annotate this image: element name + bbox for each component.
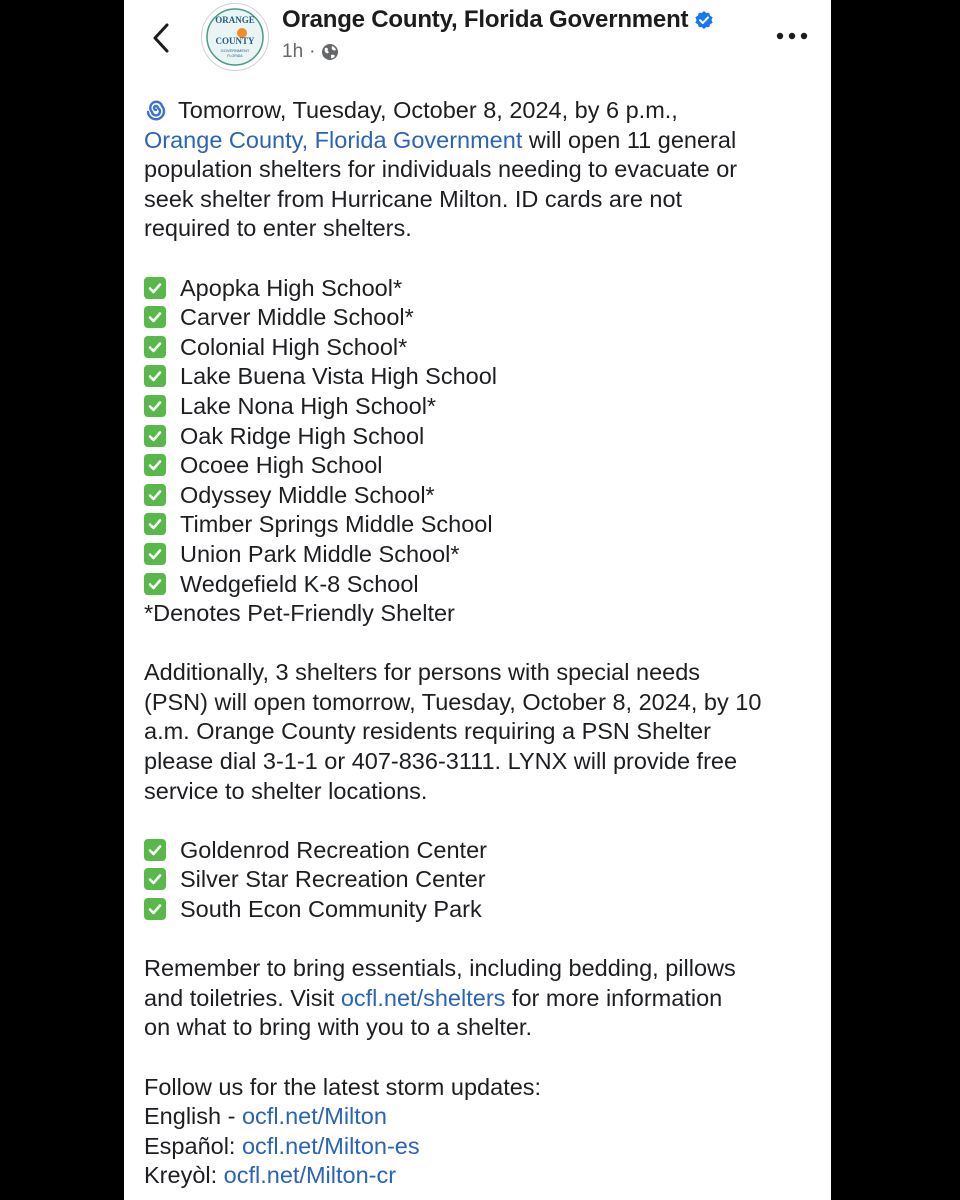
check-mark-icon: [144, 306, 166, 328]
shelter-name: Ocoee High School: [180, 452, 383, 479]
milton-english-link[interactable]: ocfl.net/Milton: [241, 1103, 387, 1130]
check-mark-icon: [144, 898, 166, 920]
check-mark-icon: [144, 454, 166, 476]
remember-text: for more information: [505, 984, 723, 1011]
shelter-name: Odyssey Middle School*: [180, 481, 435, 508]
check-mark-icon: [144, 277, 166, 299]
follow-label: Español:: [144, 1132, 242, 1159]
more-horizontal-icon: [776, 32, 808, 40]
check-mark-icon: [144, 425, 166, 447]
svg-text:GOVERNMENT: GOVERNMENT: [220, 48, 250, 53]
check-mark-icon: [144, 484, 166, 506]
shelter-list-item: [144, 274, 824, 304]
svg-text:ORANGE: ORANGE: [215, 15, 255, 25]
page-name-text[interactable]: Orange County, Florida Government: [282, 6, 689, 33]
post-meta: [282, 41, 339, 63]
shelter-list-item: [144, 895, 824, 925]
shelter-name: Oak Ridge High School: [180, 422, 425, 449]
intro-line-2: [144, 126, 824, 156]
post-card: [124, 0, 831, 1200]
follow-heading: Follow us for the latest storm updates:: [144, 1073, 542, 1100]
svg-text:COUNTY: COUNTY: [215, 36, 255, 46]
intro-line-4: seek shelter from Hurricane Milton. ID cards are not: [144, 185, 683, 212]
remember-line-2: [144, 984, 824, 1014]
page-avatar[interactable]: [201, 3, 269, 71]
svg-text:FLORIDA: FLORIDA: [227, 54, 243, 58]
shelter-name: Silver Star Recreation Center: [180, 866, 486, 893]
chevron-left-icon: [152, 22, 170, 54]
back-button[interactable]: [146, 18, 176, 58]
shelter-name: Union Park Middle School*: [180, 540, 460, 567]
shelter-list-item: [144, 422, 824, 452]
globe-icon: [321, 43, 339, 61]
psn-line-5: service to shelter locations.: [144, 777, 428, 804]
shelter-list-item: [144, 392, 824, 422]
intro-line-5: required to enter shelters.: [144, 215, 412, 242]
shelter-list-item: [144, 451, 824, 481]
page-mention-link[interactable]: Orange County, Florida Government: [144, 126, 523, 153]
follow-spanish: [144, 1132, 824, 1162]
psn-line-1: Additionally, 3 shelters for persons with special needs: [144, 659, 701, 686]
check-mark-icon: [144, 513, 166, 535]
shelter-name: South Econ Community Park: [180, 896, 482, 923]
milton-creole-link[interactable]: ocfl.net/Milton-cr: [223, 1162, 397, 1189]
pet-friendly-note: *Denotes Pet-Friendly Shelter: [144, 600, 455, 627]
check-mark-icon: [144, 395, 166, 417]
intro-line-3: population shelters for individuals needing to evacuate or: [144, 156, 738, 183]
page-name[interactable]: [282, 6, 714, 34]
shelter-name: Apopka High School*: [180, 274, 403, 301]
shelter-name: Wedgefield K-8 School: [180, 570, 419, 597]
remember-line-3: on what to bring with you to a shelter.: [144, 1014, 532, 1041]
more-options-button[interactable]: [774, 24, 810, 48]
shelter-list-item: [144, 362, 824, 392]
check-mark-icon: [144, 543, 166, 565]
meta-separator: ·: [309, 41, 316, 62]
follow-label: Kreyòl:: [144, 1162, 224, 1189]
verified-badge-icon: [694, 10, 714, 30]
general-shelter-list: [144, 274, 824, 600]
shelter-list-item: [144, 865, 824, 895]
follow-english: [144, 1102, 824, 1132]
follow-creole: [144, 1161, 824, 1191]
shelter-list-item: [144, 481, 824, 511]
post-time[interactable]: 1h: [282, 41, 304, 62]
shelter-name: Carver Middle School*: [180, 304, 414, 331]
shelter-name: Colonial High School*: [180, 333, 408, 360]
milton-spanish-link[interactable]: ocfl.net/Milton-es: [241, 1132, 420, 1159]
intro-line-1: [144, 96, 824, 126]
shelter-list-item: [144, 540, 824, 570]
shelter-list-item: [144, 836, 824, 866]
psn-shelter-list: [144, 836, 824, 925]
check-mark-icon: [144, 573, 166, 595]
psn-line-3: a.m. Orange County residents requiring a PSN Shelter: [144, 718, 711, 745]
remember-text: and toiletries. Visit: [144, 984, 341, 1011]
shelter-list-item: [144, 510, 824, 540]
follow-label: English -: [144, 1103, 242, 1130]
check-mark-icon: [144, 365, 166, 387]
remember-line-1: Remember to bring essentials, including bedding, pillows: [144, 955, 736, 982]
check-mark-icon: [144, 839, 166, 861]
check-mark-icon: [144, 868, 166, 890]
shelter-list-item: [144, 303, 824, 333]
psn-line-4: please dial 3-1-1 or 407-836-3111. LYNX will provide free: [144, 748, 738, 775]
shelter-list-item: [144, 333, 824, 363]
shelter-list-item: [144, 570, 824, 600]
cyclone-icon: [144, 98, 168, 122]
check-mark-icon: [144, 336, 166, 358]
shelter-name: Goldenrod Recreation Center: [180, 836, 487, 863]
intro-text: Tomorrow, Tuesday, October 8, 2024, by 6 p.m.,: [178, 97, 678, 123]
intro-text: will open 11 general: [522, 126, 737, 153]
post-body: [144, 96, 824, 1191]
shelters-link[interactable]: ocfl.net/shelters: [340, 984, 506, 1011]
shelter-name: Timber Springs Middle School: [180, 511, 493, 538]
shelter-name: Lake Buena Vista High School: [180, 363, 498, 390]
county-seal-logo: [202, 4, 268, 70]
psn-line-2: (PSN) will open tomorrow, Tuesday, October 8, 2024, by 10: [144, 688, 762, 715]
shelter-name: Lake Nona High School*: [180, 392, 437, 419]
